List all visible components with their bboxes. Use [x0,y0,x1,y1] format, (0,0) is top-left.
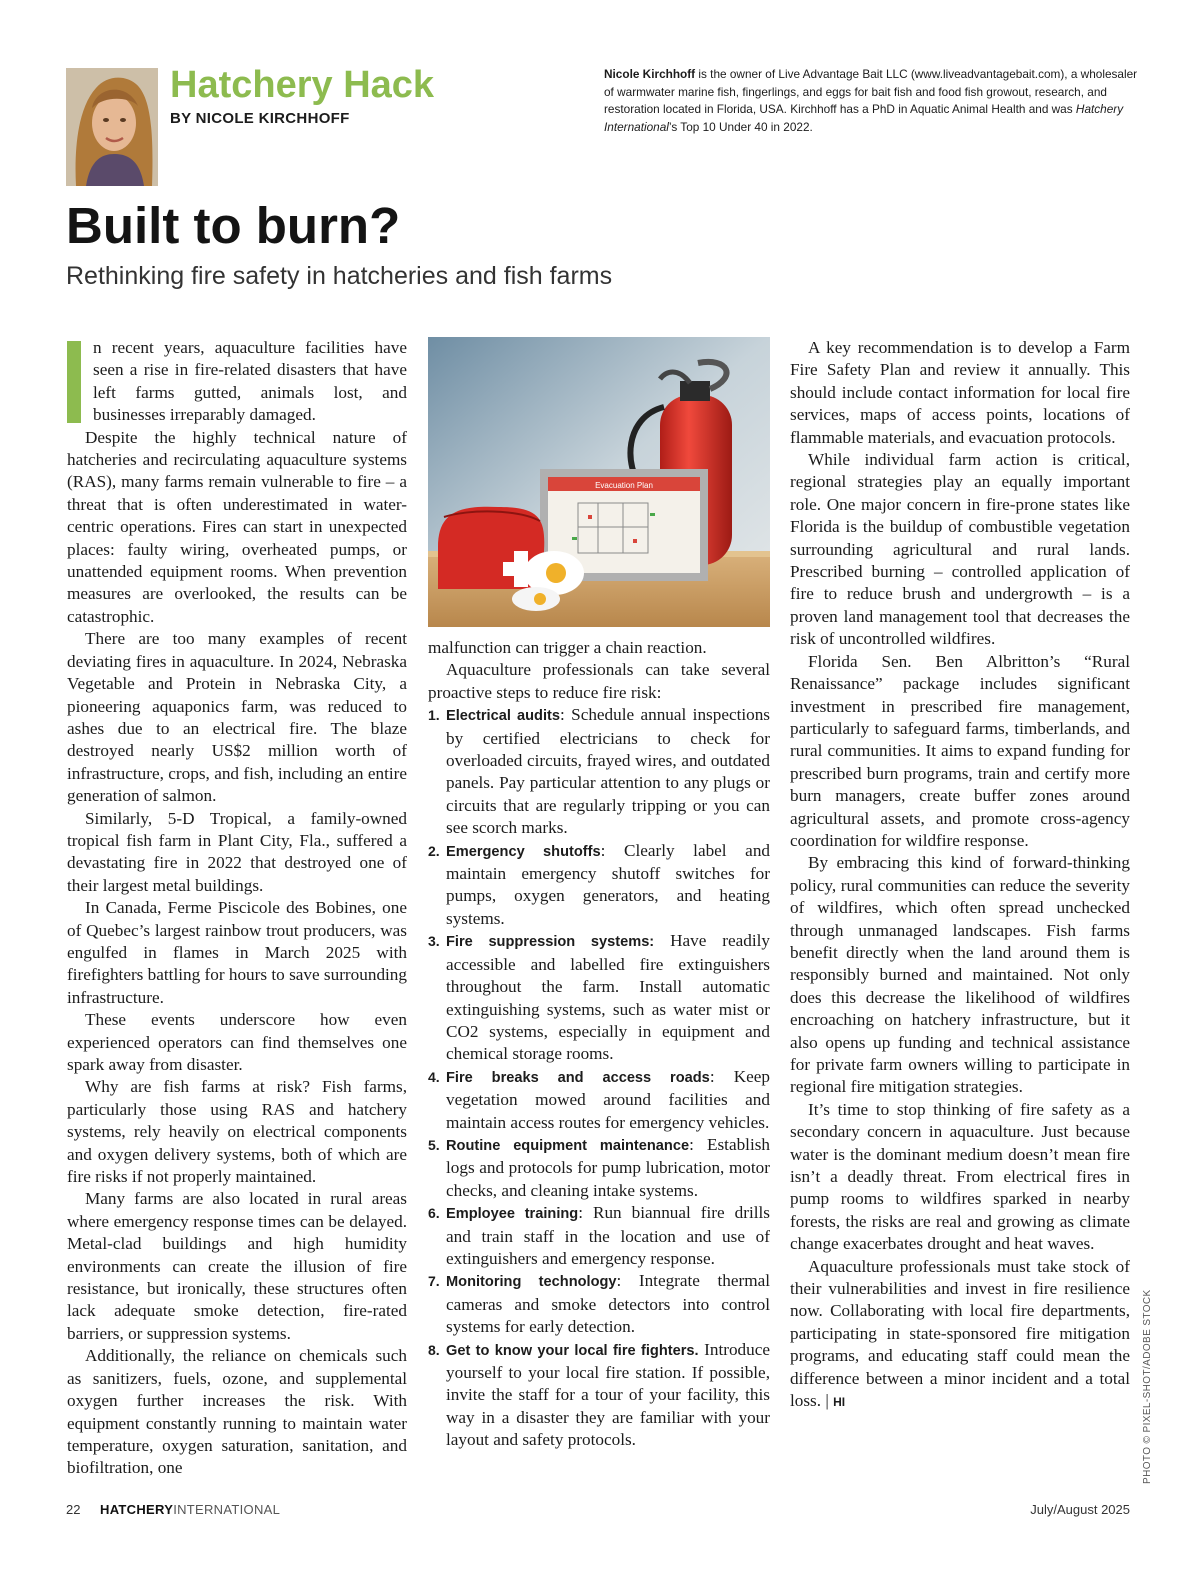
paragraph: By embracing this kind of forward-thinking policy, rural communities can reduce the severity of wildfires, which often spread unchecked through unmanaged landscapes. Fish farms benefit directly when the land around them is responsibly burned and maintained. Not only does this decrease the likelihood of wildfires encroaching on hatchery infrastructure, but it also opens up funding and technical assistance for private farm owners willing to participate in regional fire mitigation strategies. [790,853,1130,1097]
step-item [428,1066,770,1134]
paragraph: It’s time to stop thinking of fire safety as a secondary concern in aquaculture. Just because water is the dominant medium doesn’t mean fire isn’t a deadly threat. From electrical fires in pump rooms to wildfires sparked in nearby forests, the risks are real and growing as climate change exacerbates drought and heat waves. [790,1099,1130,1254]
author-photo [66,68,158,186]
article-column-3 [790,337,1130,1414]
step-item [428,704,770,839]
paragraph: Florida Sen. Ben Albritton’s “Rural Renaissance” package includes significant investment in prescribed fire management, particularly to safeguard farms, timberlands, and rural communities. It aims to expand funding for prescribed burn programs, train and certify more burn managers, create buffer zones around agricultural assets, and promote cross-agency coordination for wildfire response. [790,651,1130,850]
evacuation-plan-sign: Evacuation Plan [595,481,653,490]
bio-text-end: ’s Top 10 Under 40 in 2022. [668,119,813,134]
bio-author-name: Nicole Kirchhoff [604,67,696,81]
step-separator: : [689,1134,694,1154]
paragraph: These events underscore how even experienced operators can find themselves one spark away from disaster. [67,1010,407,1074]
paragraph: malfunction can trigger a chain reaction. [428,638,707,657]
article-headline: Built to burn? [66,197,401,254]
fire-safety-photo [428,337,770,627]
step-text: Introduce yourself to your local fire station. If possible, invite the staff for a tour of your facility, this way in a disaster they are familiar with your layout and safety protocols. [446,1339,770,1450]
step-number: 2. [428,842,440,859]
step-item [428,840,770,931]
step-separator: : [560,705,565,725]
step-text: Establish logs and protocols for pump lubrication, motor checks, and cleaning intake systems. [446,1134,770,1200]
paragraph: Similarly, 5-D Tropical, a family-owned tropical fish farm in Plant City, Fla., suffered a devastating fire in 2022 that destroyed one of their largest metal buildings. [67,808,407,895]
step-title: Employee training [446,1206,579,1223]
paragraph: Aquaculture professionals must take stock of their vulnerabilities and invest in fire resilience now. Collaborating with local fire departments, participating in state-sponsored fire mitigation programs, and educating staff could mean the difference between a minor incident and a total loss. | HI [790,1256,1130,1411]
step-text: Keep vegetation mowed around facilities and maintain access routes for emergency vehicles. [446,1066,770,1132]
paragraph: While individual farm action is critical, regional strategies play an equally important role. One major concern in fire-prone states like Florida is the buildup of combustible vegetation surrounding agricultural and rural lands. Prescribed burning – controlled application of fire to reduce brush and undergrowth – is a proven land management tool that decreases the risk of uncontrolled wildfires. [790,450,1130,649]
step-title: Fire breaks and access roads [446,1069,710,1086]
step-item [428,930,770,1065]
article-column-2 [428,337,770,1452]
drop-cap-bar [67,341,81,423]
step-item [428,1270,770,1338]
step-title: Emergency shutoffs [446,843,601,860]
step-title: Electrical audits [446,708,560,725]
photo-credit: PHOTO © PIXEL-SHOT/ADOBE STOCK [1142,1289,1153,1484]
step-number: 5. [428,1136,440,1153]
step-item [428,1134,770,1202]
bio-text: is the owner of Live Advantage Bait LLC (www.liveadvantagebait.com), a wholesaler of warmwater marine fish, fingerlings, and eggs for bait fish and food fish growout, research, and restoration located in Florida, USA. Kirchhoff has a PhD in Aquatic Animal Health and was [604,67,1138,116]
step-item [428,1339,770,1452]
paragraph: Additionally, the reliance on chemicals such as sanitizers, fuels, ozone, and supplemental oxygen further increases the risk. With equipment constantly running to maintain water temperature, oxygen saturation, sanitation, and biofiltration, one [67,1346,407,1478]
end-mark: HI [833,1395,846,1410]
step-title: Routine equipment maintenance [446,1137,690,1154]
issue-date: July/August 2025 [1030,1502,1130,1517]
step-text: Clearly label and maintain emergency shutoff switches for pumps, oxygen generators, and heating systems. [446,840,771,928]
step-text: Run biannual fire drills and train staff in the location and use of extinguishers and emergency response. [446,1203,770,1268]
magazine-name: HATCHERYINTERNATIONAL [100,1502,281,1517]
byline: BY NICOLE KIRCHHOFF [170,110,350,127]
author-bio [604,66,1144,136]
step-text: Integrate thermal cameras and smoke detectors into control systems for early detection. [446,1271,770,1337]
paragraph: Why are fish farms at risk? Fish farms, particularly those using RAS and hatchery systems, rely heavily on electrical components and oxygen delivery systems, both of which are fire risks if not properly maintained. [67,1077,407,1187]
step-number: 4. [428,1068,440,1085]
paragraph: A key recommendation is to develop a Farm Fire Safety Plan and review it annually. This should include contact information for local fire services, maps of access points, locations of flammable materials, and evacuation protocols. [790,338,1130,447]
step-number: 6. [428,1205,440,1222]
paragraph: In Canada, Ferme Piscicole des Bobines, one of Quebec’s largest rainbow trout producers, was engulfed in flames in March 2025 with firefighters battling for hours to save surrounding infrastructure. [67,898,407,1007]
step-number: 1. [428,707,440,724]
paragraph: n recent years, aquaculture facilities have seen a rise in fire-related disasters that have left farms gutted, animals lost, and businesses irreparably damaged. [67,337,407,427]
step-number: 7. [428,1273,440,1290]
step-number: 8. [428,1341,440,1358]
paragraph: Many farms are also located in rural areas where emergency response times can be delayed. Metal-clad buildings and high humidity environments can create the illusion of fire resistance, but ironically, these structures often lack adequate smoke detection, fire-rated barriers, or suppression systems. [67,1189,407,1343]
fire-safety-steps-list [428,704,770,1451]
step-text: Have readily accessible and labelled fire extinguishers throughout the farm. Install automatic extinguishing systems, such as water mist or CO2 systems, especially in equipment and chemical storage rooms. [446,931,770,1064]
step-separator: : [578,1203,583,1223]
step-item [428,1202,770,1270]
step-separator: : [600,840,606,860]
step-title: Monitoring technology [446,1274,617,1291]
paragraph: There are too many examples of recent deviating fires in aquaculture. In 2024, Nebraska Vegetable and Protein in Nebraska City, a pioneering aquaponics farm, was reduced to ashes due to an electrical fire. The blaze destroyed nearly US$2 million worth of infrastructure, crops, and fish, including an entire generation of salmon. [67,629,407,806]
bio-publication: Hatchery International [604,102,1124,134]
step-separator: : [616,1271,622,1291]
paragraph: Aquaculture professionals can take several proactive steps to reduce fire risk: [428,660,770,702]
step-title: Get to know your local fire fighters. [446,1342,699,1359]
step-title: Fire suppression systems: [446,934,655,951]
step-text: Schedule annual inspections by certified electricians to check for overloaded circuits, frayed wires, and outdated panels. Pay particular attention to any plugs or circuits that are regularly tripping or you can see scorch marks. [446,705,770,838]
step-number: 3. [428,933,440,950]
column-title: Hatchery Hack [170,64,435,106]
page-number: 22 [66,1502,81,1517]
article-subheadline: Rethinking fire safety in hatcheries and fish farms [66,262,613,290]
paragraph: Despite the highly technical nature of hatcheries and recirculating aquaculture systems (RAS), many farms remain vulnerable to fire – a threat that is often underestimated in water-centric operations. Fires can start in unexpected places: faulty wiring, overheated pumps, or unattended equipment rooms. When prevention measures are overlooked, the results can be catastrophic. [67,427,407,626]
article-column-1 [67,337,407,1480]
page-footer [66,1500,1130,1520]
step-separator: : [709,1066,715,1086]
